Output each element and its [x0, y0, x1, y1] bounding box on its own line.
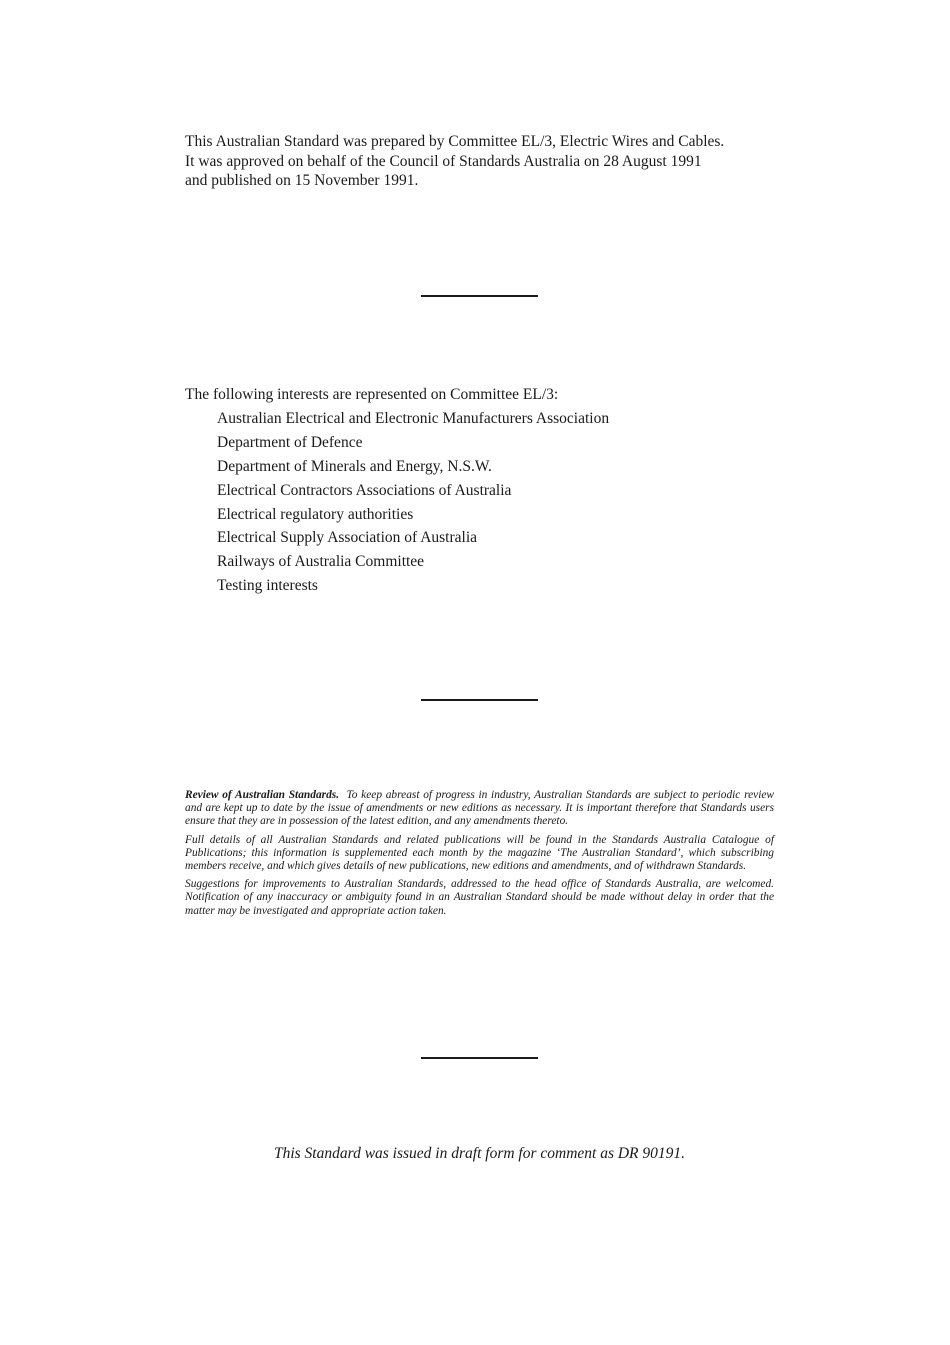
- approval-line-1: This Australian Standard was prepared by Committee EL/3, Electric Wires and Cables.: [185, 133, 725, 150]
- committee-member-list: [185, 407, 772, 598]
- section-divider: [421, 1057, 538, 1059]
- section-divider: [421, 699, 538, 701]
- review-notice: [185, 789, 774, 923]
- section-divider: [421, 295, 538, 297]
- draft-note: This Standard was issued in draft form for comment as DR 90191.: [273, 1145, 686, 1162]
- review-paragraph-2: Full details of all Australian Standards and related publications will be found in the Standards Australia Catalogue of Publications; this information is supplemented each month by the magazine ‘The Australian Standard’, which subscribing members receive, and which gives details of new publications, new editions and amendments, and of withdrawn Standards.: [185, 833, 774, 873]
- approval-statement: [185, 132, 772, 191]
- list-item: Electrical Contractors Associations of Australia: [217, 481, 512, 499]
- review-paragraph-1-text: To keep abreast of progress in industry, Australian Standards are subject to periodic review and are kept up to date by the issue of amendments or new editions as necessary. It is important therefore that Standards users ensure that they are in possession of the latest edition, and any amendments thereto.: [185, 789, 775, 828]
- committee-interests: [185, 383, 772, 598]
- list-item: Australian Electrical and Electronic Manufacturers Association: [217, 409, 610, 427]
- list-item: Railways of Australia Committee: [217, 553, 425, 571]
- review-paragraph-1: [185, 789, 774, 829]
- review-paragraph-3: Suggestions for improvements to Australian Standards, addressed to the head office of Standards Australia, are welcomed. Notification of any inaccuracy or ambiguity found in an Australian Standard should be made without delay in order that the matter may be investigated and appropriate action taken.: [185, 878, 774, 917]
- list-item: Department of Minerals and Energy, N.S.W.: [217, 457, 492, 475]
- committee-heading: The following interests are represented on Committee EL/3:: [185, 386, 559, 403]
- list-item: Electrical Supply Association of Australia: [217, 529, 478, 547]
- approval-line-3: and published on 15 November 1991.: [185, 172, 419, 189]
- review-heading: Review of Australian Standards.: [185, 789, 340, 801]
- list-item: Department of Defence: [217, 433, 363, 451]
- list-item: Electrical regulatory authorities: [217, 505, 414, 523]
- approval-line-2: It was approved on behalf of the Council of Standards Australia on 28 August 1991: [185, 152, 702, 170]
- list-item: Testing interests: [217, 577, 318, 595]
